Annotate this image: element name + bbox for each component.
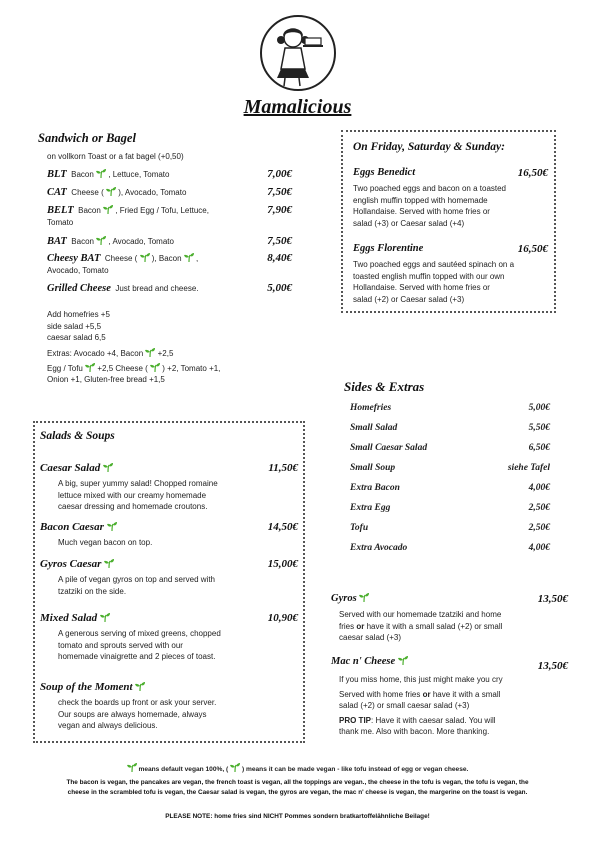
side-name: Extra Avocado: [350, 543, 408, 553]
side-price: 4,00€: [528, 543, 550, 553]
sandwich-subtitle: on vollkorn Toast or a fat bagel (+0,50): [47, 152, 184, 161]
extras-line-2: Egg / Tofu +2,5 Cheese ( ) +2, Tomato +1,: [47, 364, 221, 373]
extras-line-3: Onion +1, Gluten-free bread +1,5: [47, 375, 165, 384]
sandwich-item: BLT Bacon , Lettuce, Tomato 7,00€: [47, 168, 292, 180]
sprout-icon: [107, 522, 117, 531]
sprout-icon: [135, 682, 145, 691]
addon-item: Add homefries +5: [47, 310, 110, 319]
sides-title: Sides & Extras: [344, 379, 425, 394]
sprout-icon: [106, 187, 116, 196]
sprout-icon: [140, 253, 150, 262]
salad-item: Bacon Caesar 14,50€ Much vegan bacon on top.: [40, 521, 298, 547]
sprout-icon: [103, 463, 113, 472]
salads-title: Salads & Soups: [40, 430, 115, 442]
side-name: Extra Bacon: [350, 483, 400, 493]
sandwich-item: CAT Cheese ( ), Avocado, Tomato 7,50€: [47, 186, 292, 198]
side-price: 2,50€: [528, 523, 550, 533]
sprout-icon: [184, 253, 194, 262]
salad-price: 11,50€: [268, 462, 298, 474]
side-item: [350, 483, 550, 493]
item-price: 7,50€: [267, 235, 292, 247]
side-name: Small Salad: [350, 423, 398, 433]
item-name: BAT: [47, 236, 67, 247]
side-item: [350, 443, 550, 453]
salad-item: Gyros Caesar 15,00€ A pile of vegan gyros on top and served with tzatziki on the side.: [40, 558, 298, 596]
salad-price: 14,50€: [267, 521, 298, 533]
sprout-icon: [85, 363, 95, 372]
side-item: [350, 423, 550, 433]
salad-name: Mixed Salad: [40, 612, 98, 624]
sprout-icon: [104, 559, 114, 568]
side-name: Extra Egg: [350, 503, 391, 513]
side-price: 6,50€: [528, 443, 550, 453]
salad-price: 10,90€: [267, 612, 298, 624]
sprout-icon: [100, 613, 110, 622]
sprout-icon: [96, 236, 106, 245]
extras-line-1: Extras: Avocado +4, Bacon +2,5: [47, 349, 174, 358]
sprout-icon: [127, 763, 137, 772]
salad-name: Bacon Caesar: [40, 521, 104, 533]
addon-item: side salad +5,5: [47, 321, 102, 331]
sprout-icon: [145, 348, 155, 357]
gyros-item: Gyros 13,50€ Served with our homemade tzatziki and home fries or have it with a small salad (+2) or small caesar salad (+3): [331, 593, 568, 642]
sandwich-item: Cheesy BAT Cheese ( ), Bacon , Avocado, Tomato 8,40€: [47, 252, 292, 275]
sprout-icon: [96, 169, 106, 178]
side-price: 5,00€: [528, 403, 550, 413]
salad-name: Gyros Caesar: [40, 558, 102, 570]
vegan-notice: The bacon is vegan, the pancakes are vegan, the french toast is vegan, all the toppings are vegan., the cheese in the tofu is vegan, the tofu is vegan, the cheese in the scrambled tofu is vegan, the Caesar salad is vegan, the gyros are vegan, the mac n' cheese is vegan, the margerine on the toast is vegan.: [66, 779, 529, 796]
please-note: PLEASE NOTE: home fries sind NICHT Pommes sondern bratkartoffelähnliche Beilage!: [165, 813, 430, 820]
side-price: 5,50€: [528, 423, 550, 433]
item-price: 8,40€: [267, 252, 292, 264]
item-price: 7,00€: [267, 168, 292, 180]
salad-name: Caesar Salad: [40, 462, 101, 474]
side-price: siehe Tafel: [507, 463, 550, 473]
salad-item: Mixed Salad 10,90€ A generous serving of mixed greens, chopped tomato and sprouts served with our homemade vinaigrette and 2 pieces of toast.: [40, 612, 298, 661]
item-name: BLT: [47, 169, 67, 180]
addons: [47, 309, 110, 344]
side-item: [350, 403, 550, 413]
sprout-icon: [103, 205, 113, 214]
sandwich-item: Grilled Cheese Just bread and cheese. 5,00€: [47, 282, 292, 294]
sprout-icon: [230, 763, 240, 772]
weekend-title: On Friday, Saturday & Sunday:: [353, 141, 505, 153]
item-price: 7,90€: [267, 204, 292, 216]
salad-name: Soup of the Moment: [40, 681, 133, 693]
side-name: Homefries: [350, 403, 392, 413]
side-item: [350, 463, 550, 473]
side-name: Small Soup: [350, 463, 396, 473]
side-item: [350, 543, 550, 553]
sprout-icon: [150, 363, 160, 372]
logo: [259, 14, 337, 92]
addon-item: caesar salad 6,5: [47, 333, 106, 342]
item-price: 7,50€: [267, 186, 292, 198]
side-price: 2,50€: [528, 503, 550, 513]
item-name: BELT: [47, 205, 74, 216]
item-price: 5,00€: [267, 282, 292, 294]
sprout-icon: [359, 593, 369, 602]
sandwich-item: BELT Bacon , Fried Egg / Tofu, Lettuce, Tomato 7,90€: [47, 204, 292, 227]
item-name: CAT: [47, 187, 67, 198]
salad-item: Caesar Salad 11,50€ A big, super yummy salad! Chopped romaine lettuce mixed with our creamy homemade caesar dressing and homemade croutons.: [40, 462, 298, 511]
brand-name: Mamalicious: [243, 96, 352, 118]
side-name: Small Caesar Salad: [350, 443, 428, 453]
side-price: 4,00€: [528, 483, 550, 493]
sandwich-title: Sandwich or Bagel: [38, 131, 136, 145]
salad-item: Soup of the Moment check the boards up front or ask your server. Our soups are always homemade, always vegan and always delicious.: [40, 681, 217, 730]
legend: means default vegan 100%, ( ) means it can be made vegan - like tofu instead of egg or vegan cheese.: [0, 763, 595, 773]
salad-price: 15,00€: [267, 558, 298, 570]
sprout-icon: [398, 656, 408, 665]
sandwich-item: BAT Bacon , Avocado, Tomato 7,50€: [47, 235, 292, 247]
side-item: [350, 523, 550, 533]
side-name: Tofu: [350, 523, 369, 533]
side-item: [350, 503, 550, 513]
weekend-item: Eggs Benedict 16,50€ Two poached eggs and bacon on a toasted english muffin topped with homemade Hollandaise. Served with home fries or salad (+3) or Caesar salad (+4): [353, 167, 548, 228]
mac-item: Mac n' Cheese 13,50€ If you miss home, this just might make you cry Served with home fries or have it with a small salad (+2) or small caesar salad (+3) PRO TIP: Have it with caesar salad. You will thank me. Also with bacon. More thanking.: [331, 656, 568, 736]
item-name: Cheesy BAT: [47, 253, 101, 264]
item-name: Grilled Cheese: [47, 283, 111, 294]
weekend-item: Eggs Florentine 16,50€ Two poached eggs and sautéed spinach on a toasted english muffin topped with our own Hollandaise. Served with home fries or salad (+2) or Caesar salad (+3): [353, 243, 548, 304]
